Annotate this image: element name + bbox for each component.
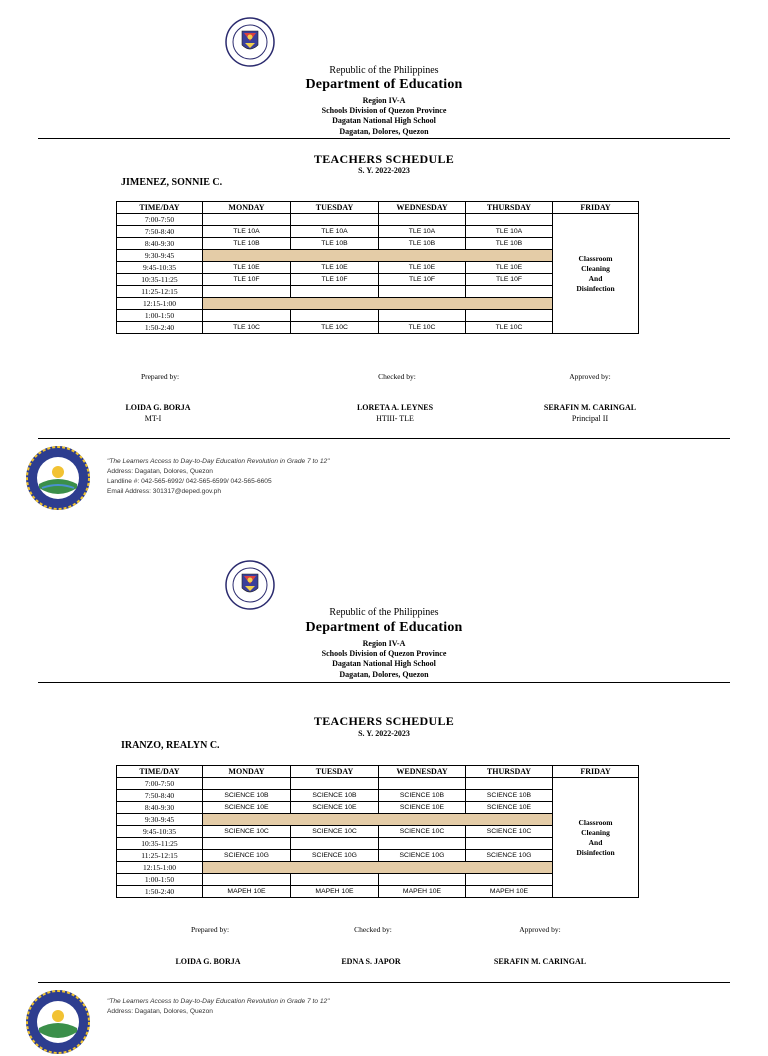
subject-cell: TLE 10F bbox=[291, 274, 379, 286]
schedule-title: TEACHERS SCHEDULE bbox=[313, 714, 455, 728]
subject-cell: TLE 10F bbox=[466, 274, 553, 286]
subject-cell bbox=[203, 214, 291, 226]
column-header: THURSDAY bbox=[466, 766, 553, 778]
column-header: TIME/DAY bbox=[117, 766, 203, 778]
approved-name: SERAFIN M. CARINGAL bbox=[493, 957, 587, 966]
time-cell: 9:30-9:45 bbox=[117, 250, 203, 262]
column-header: MONDAY bbox=[203, 766, 291, 778]
time-cell: 12:15-1:00 bbox=[117, 862, 203, 874]
subject-cell bbox=[466, 778, 553, 790]
subject-cell: TLE 10A bbox=[291, 226, 379, 238]
checked-position: HTIII- TLE bbox=[376, 414, 414, 423]
footer-address: Address: Dagatan, Dolores, Quezon bbox=[107, 468, 213, 475]
checked-name: EDNA S. JAPOR bbox=[341, 957, 401, 966]
region-line: Region IV-A bbox=[362, 639, 406, 648]
subject-cell: TLE 10A bbox=[379, 226, 466, 238]
subject-cell: SCIENCE 10G bbox=[203, 850, 291, 862]
table-row bbox=[117, 778, 639, 790]
subject-cell bbox=[203, 310, 291, 322]
approved-label: Approved by: bbox=[519, 925, 561, 934]
approved-label: Approved by: bbox=[569, 372, 611, 381]
subject-cell: TLE 10B bbox=[466, 238, 553, 250]
column-header: MONDAY bbox=[203, 202, 291, 214]
subject-cell: TLE 10F bbox=[203, 274, 291, 286]
prepared-name: LOIDA G. BORJA bbox=[175, 957, 241, 966]
break-cell bbox=[203, 814, 553, 826]
subject-cell: MAPEH 10E bbox=[203, 886, 291, 898]
friday-note-line: And bbox=[588, 273, 603, 283]
table-row bbox=[117, 214, 639, 226]
subject-cell: TLE 10E bbox=[203, 262, 291, 274]
footer-email: Email Address: 301317@deped.gov.ph bbox=[107, 488, 221, 495]
subject-cell bbox=[291, 214, 379, 226]
subject-cell bbox=[379, 214, 466, 226]
schedule-table bbox=[116, 201, 639, 334]
subject-cell: TLE 10E bbox=[291, 262, 379, 274]
department-title: Department of Education bbox=[305, 620, 463, 635]
time-cell: 7:00-7:50 bbox=[117, 778, 203, 790]
time-cell: 11:25-12:15 bbox=[117, 286, 203, 298]
region-line: Region IV-A bbox=[362, 96, 406, 105]
subject-cell: TLE 10A bbox=[203, 226, 291, 238]
school-year: S. Y. 2022-2023 bbox=[358, 166, 410, 175]
header-divider bbox=[38, 138, 730, 139]
subject-cell: SCIENCE 10E bbox=[291, 802, 379, 814]
subject-cell: TLE 10C bbox=[291, 322, 379, 334]
republic-line: Republic of the Philippines bbox=[329, 607, 439, 618]
subject-cell bbox=[203, 838, 291, 850]
column-header: THURSDAY bbox=[466, 202, 553, 214]
subject-cell: TLE 10E bbox=[466, 262, 553, 274]
prepared-label: Prepared by: bbox=[190, 925, 230, 934]
subject-cell: MAPEH 10E bbox=[466, 886, 553, 898]
time-cell: 12:15-1:00 bbox=[117, 298, 203, 310]
subject-cell: TLE 10C bbox=[466, 322, 553, 334]
friday-note-line: And bbox=[588, 837, 603, 847]
subject-cell bbox=[379, 778, 466, 790]
subject-cell bbox=[379, 286, 466, 298]
column-header: TUESDAY bbox=[291, 202, 379, 214]
break-cell bbox=[203, 298, 553, 310]
schedule-table bbox=[116, 765, 639, 898]
subject-cell: SCIENCE 10E bbox=[466, 802, 553, 814]
checked-name: LORETA A. LEYNES bbox=[356, 403, 434, 412]
time-cell: 8:40-9:30 bbox=[117, 802, 203, 814]
friday-note-line: Cleaning bbox=[581, 827, 610, 837]
column-header: TUESDAY bbox=[291, 766, 379, 778]
friday-cell bbox=[553, 778, 639, 898]
time-cell: 1:50-2:40 bbox=[117, 322, 203, 334]
time-cell: 9:45-10:35 bbox=[117, 262, 203, 274]
friday-note-line: Classroom bbox=[578, 253, 613, 263]
friday-cell bbox=[553, 214, 639, 334]
column-header: WEDNESDAY bbox=[379, 766, 466, 778]
column-header: TIME/DAY bbox=[117, 202, 203, 214]
division-line: Schools Division of Quezon Province bbox=[321, 106, 447, 115]
subject-cell: SCIENCE 10B bbox=[379, 790, 466, 802]
footer-divider bbox=[38, 438, 730, 439]
subject-cell: SCIENCE 10C bbox=[379, 826, 466, 838]
time-cell: 7:00-7:50 bbox=[117, 214, 203, 226]
break-cell bbox=[203, 862, 553, 874]
deped-seal-icon bbox=[225, 17, 275, 67]
column-header: FRIDAY bbox=[553, 202, 639, 214]
teacher-name: JIMENEZ, SONNIE C. bbox=[121, 177, 223, 188]
subject-cell: MAPEH 10E bbox=[291, 886, 379, 898]
school-year: S. Y. 2022-2023 bbox=[358, 729, 410, 738]
subject-cell bbox=[291, 874, 379, 886]
subject-cell bbox=[466, 310, 553, 322]
footer-divider bbox=[38, 982, 730, 983]
subject-cell: SCIENCE 10C bbox=[203, 826, 291, 838]
subject-cell: SCIENCE 10G bbox=[466, 850, 553, 862]
footer-address: Address: Dagatan, Dolores, Quezon bbox=[107, 1008, 213, 1015]
time-cell: 11:25-12:15 bbox=[117, 850, 203, 862]
subject-cell bbox=[291, 310, 379, 322]
friday-note-line: Disinfection bbox=[576, 283, 615, 293]
subject-cell bbox=[379, 310, 466, 322]
subject-cell: TLE 10F bbox=[379, 274, 466, 286]
footer-text bbox=[107, 997, 330, 1017]
subject-cell: TLE 10B bbox=[291, 238, 379, 250]
subject-cell: TLE 10C bbox=[379, 322, 466, 334]
subject-cell: SCIENCE 10B bbox=[291, 790, 379, 802]
time-cell: 10:35-11:25 bbox=[117, 838, 203, 850]
friday-note-line: Classroom bbox=[578, 817, 613, 827]
time-cell: 1:50-2:40 bbox=[117, 886, 203, 898]
approved-position: Principal II bbox=[571, 414, 609, 423]
time-cell: 7:50-8:40 bbox=[117, 790, 203, 802]
subject-cell: SCIENCE 10B bbox=[203, 790, 291, 802]
time-cell: 8:40-9:30 bbox=[117, 238, 203, 250]
subject-cell: TLE 10C bbox=[203, 322, 291, 334]
division-line: Schools Division of Quezon Province bbox=[321, 649, 447, 658]
subject-cell: SCIENCE 10E bbox=[203, 802, 291, 814]
republic-line: Republic of the Philippines bbox=[329, 65, 439, 76]
subject-cell: SCIENCE 10B bbox=[466, 790, 553, 802]
footer-text bbox=[107, 457, 330, 497]
break-cell bbox=[203, 250, 553, 262]
subject-cell: MAPEH 10E bbox=[379, 886, 466, 898]
time-cell: 1:00-1:50 bbox=[117, 310, 203, 322]
checked-label: Checked by: bbox=[354, 925, 392, 934]
schedule-title: TEACHERS SCHEDULE bbox=[313, 152, 455, 166]
subject-cell: TLE 10B bbox=[203, 238, 291, 250]
time-cell: 1:00-1:50 bbox=[117, 874, 203, 886]
time-cell: 9:30-9:45 bbox=[117, 814, 203, 826]
subject-cell bbox=[466, 214, 553, 226]
subject-cell bbox=[203, 778, 291, 790]
address-line: Dagatan, Dolores, Quezon bbox=[339, 670, 429, 679]
footer-landline: Landline #: 042-565-6992/ 042-565-6599/ 042-565-6605 bbox=[107, 478, 272, 485]
time-cell: 9:45-10:35 bbox=[117, 826, 203, 838]
column-header: WEDNESDAY bbox=[379, 202, 466, 214]
checked-label: Checked by: bbox=[378, 372, 416, 381]
subject-cell bbox=[203, 286, 291, 298]
friday-note-line: Cleaning bbox=[581, 263, 610, 273]
school-seal-icon bbox=[24, 444, 92, 512]
subject-cell bbox=[379, 838, 466, 850]
subject-cell: SCIENCE 10G bbox=[379, 850, 466, 862]
approved-name: SERAFIN M. CARINGAL bbox=[543, 403, 637, 412]
subject-cell: TLE 10A bbox=[466, 226, 553, 238]
subject-cell bbox=[291, 778, 379, 790]
footer-tagline: "The Learners Access to Day-to-Day Education Revolution in Grade 7 to 12" bbox=[107, 998, 330, 1005]
column-header: FRIDAY bbox=[553, 766, 639, 778]
deped-seal-icon bbox=[225, 560, 275, 610]
subject-cell bbox=[466, 838, 553, 850]
subject-cell bbox=[291, 286, 379, 298]
subject-cell: TLE 10E bbox=[379, 262, 466, 274]
subject-cell bbox=[291, 838, 379, 850]
time-cell: 7:50-8:40 bbox=[117, 226, 203, 238]
subject-cell: SCIENCE 10E bbox=[379, 802, 466, 814]
footer-tagline: "The Learners Access to Day-to-Day Education Revolution in Grade 7 to 12" bbox=[107, 458, 330, 465]
subject-cell bbox=[466, 874, 553, 886]
prepared-position: MT-I bbox=[144, 414, 162, 423]
school-line: Dagatan National High School bbox=[332, 659, 436, 668]
header-divider bbox=[38, 682, 730, 683]
school-seal-icon bbox=[24, 988, 92, 1056]
subject-cell bbox=[379, 874, 466, 886]
prepared-name: LOIDA G. BORJA bbox=[125, 403, 191, 412]
school-line: Dagatan National High School bbox=[332, 116, 436, 125]
teacher-name: IRANZO, REALYN C. bbox=[121, 740, 220, 751]
subject-cell: SCIENCE 10C bbox=[291, 826, 379, 838]
department-title: Department of Education bbox=[305, 77, 463, 92]
subject-cell: SCIENCE 10C bbox=[466, 826, 553, 838]
address-line: Dagatan, Dolores, Quezon bbox=[339, 127, 429, 136]
subject-cell bbox=[203, 874, 291, 886]
friday-note-line: Disinfection bbox=[576, 847, 615, 857]
subject-cell: TLE 10B bbox=[379, 238, 466, 250]
time-cell: 10:35-11:25 bbox=[117, 274, 203, 286]
subject-cell: SCIENCE 10G bbox=[291, 850, 379, 862]
prepared-label: Prepared by: bbox=[140, 372, 180, 381]
subject-cell bbox=[466, 286, 553, 298]
